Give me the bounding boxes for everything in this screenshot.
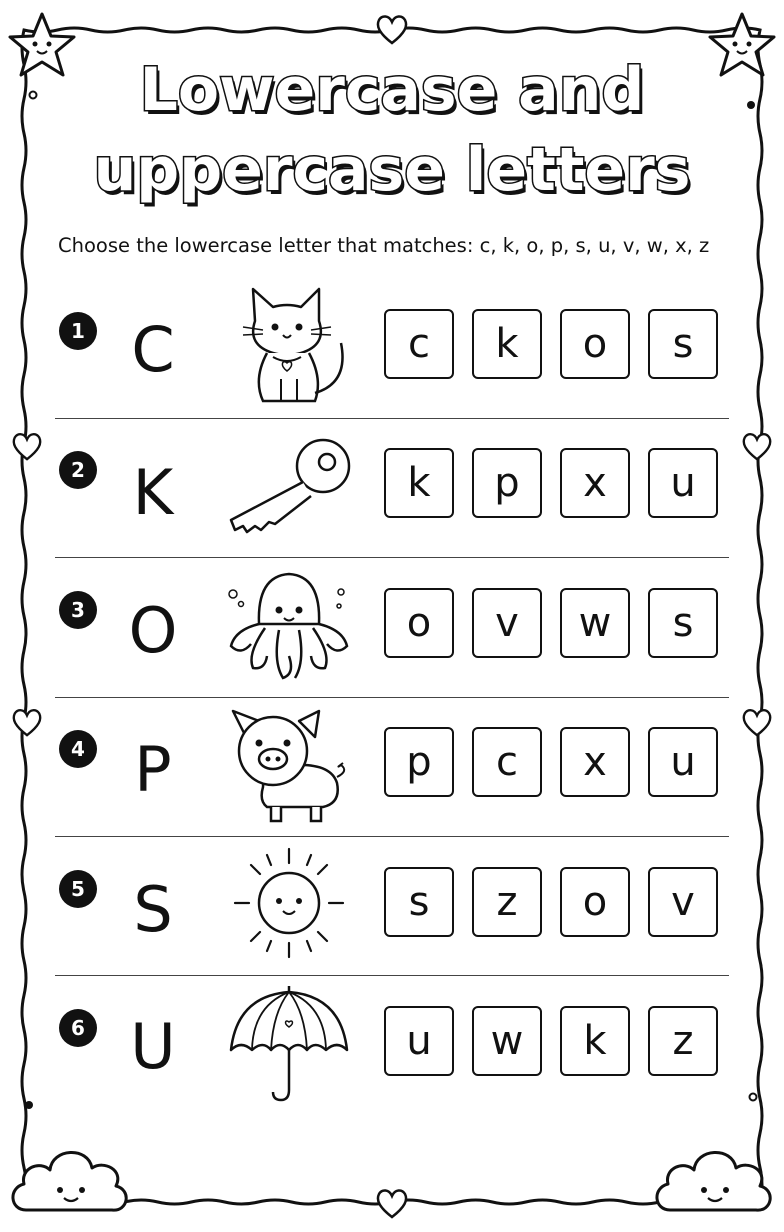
answer-option[interactable]: z	[472, 867, 542, 937]
answer-option[interactable]: x	[560, 448, 630, 518]
answer-option[interactable]: p	[472, 448, 542, 518]
answer-option[interactable]: u	[648, 448, 718, 518]
dot-decoration	[22, 1098, 36, 1112]
answer-option[interactable]: w	[560, 588, 630, 658]
answer-option[interactable]: k	[560, 1006, 630, 1076]
heart-icon	[740, 706, 774, 738]
answer-option[interactable]: w	[472, 1006, 542, 1076]
answer-option[interactable]: o	[560, 309, 630, 379]
answer-option[interactable]: k	[472, 309, 542, 379]
uppercase-letter: P	[134, 733, 172, 806]
octopus-icon	[223, 566, 353, 686]
question-number: 4	[59, 730, 97, 768]
question-row	[55, 422, 729, 561]
heart-icon	[740, 430, 774, 462]
worksheet-title-line1: Lowercase and	[139, 55, 645, 125]
answer-option[interactable]: o	[560, 867, 630, 937]
answer-options	[384, 309, 718, 379]
uppercase-letter: S	[133, 873, 173, 946]
cloud-icon	[6, 1130, 134, 1216]
heart-icon	[374, 1186, 410, 1220]
umbrella-icon	[223, 982, 353, 1102]
question-number: 1	[59, 312, 97, 350]
answer-option[interactable]: p	[384, 727, 454, 797]
uppercase-letter: O	[128, 594, 178, 667]
answer-options	[384, 448, 718, 518]
answer-options	[384, 727, 718, 797]
instructions-text: Choose the lowercase letter that matches: c, k, o, p, s, u, v, w, x, z	[58, 234, 710, 257]
answer-options	[384, 588, 718, 658]
worksheet-title-line2: uppercase letters	[93, 135, 691, 205]
uppercase-letter: C	[131, 313, 175, 386]
sun-icon	[223, 841, 353, 961]
uppercase-letter: U	[130, 1010, 176, 1083]
question-number: 2	[59, 451, 97, 489]
answer-option[interactable]: c	[384, 309, 454, 379]
question-row	[55, 283, 729, 422]
answer-option[interactable]: z	[648, 1006, 718, 1076]
answer-option[interactable]: v	[472, 588, 542, 658]
answer-options	[384, 1006, 718, 1076]
cat-icon	[223, 283, 353, 403]
cloud-icon	[650, 1130, 778, 1216]
heart-icon	[374, 12, 410, 46]
answer-option[interactable]: s	[648, 309, 718, 379]
row-divider	[55, 418, 729, 419]
heart-icon	[10, 430, 44, 462]
dot-decoration	[746, 1090, 760, 1104]
question-number: 5	[59, 870, 97, 908]
answer-option[interactable]: v	[648, 867, 718, 937]
answer-option[interactable]: k	[384, 448, 454, 518]
uppercase-letter: K	[132, 456, 174, 529]
answer-option[interactable]: c	[472, 727, 542, 797]
pig-icon	[223, 707, 353, 827]
question-row	[55, 841, 729, 980]
heart-icon	[10, 706, 44, 738]
answer-option[interactable]: s	[648, 588, 718, 658]
answer-option[interactable]: x	[560, 727, 630, 797]
key-icon	[223, 430, 353, 550]
answer-option[interactable]: u	[384, 1006, 454, 1076]
answer-option[interactable]: o	[384, 588, 454, 658]
question-row	[55, 562, 729, 701]
question-row	[55, 980, 729, 1119]
row-divider	[55, 975, 729, 976]
question-row	[55, 701, 729, 840]
answer-options	[384, 867, 718, 937]
row-divider	[55, 697, 729, 698]
row-divider	[55, 836, 729, 837]
answer-option[interactable]: u	[648, 727, 718, 797]
question-number: 6	[59, 1009, 97, 1047]
question-number: 3	[59, 591, 97, 629]
row-divider	[55, 557, 729, 558]
answer-option[interactable]: s	[384, 867, 454, 937]
